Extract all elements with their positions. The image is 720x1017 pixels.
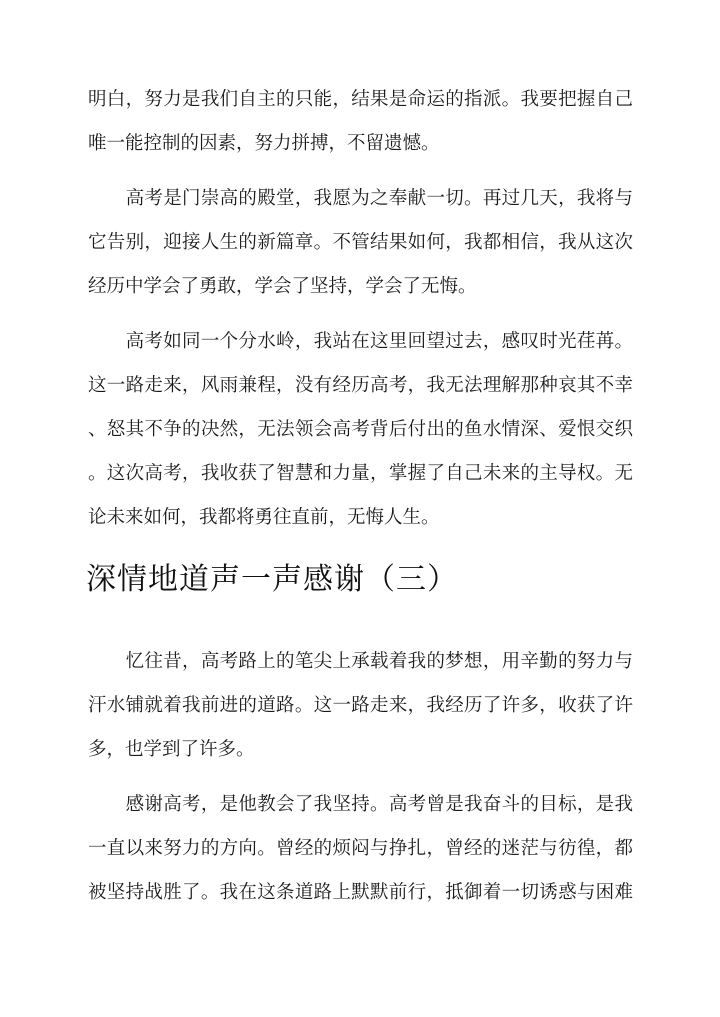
text-line: 一直以来努力的方向。曾经的烦闷与挣扎，曾经的迷茫与彷徨，都: [88, 838, 633, 859]
text-line: 、怒其不争的决然，无法领会高考背后付出的鱼水情深、爱恨交织: [88, 419, 633, 440]
text-line: 。这次高考，我收获了智慧和力量，掌握了自己未来的主导权。无: [88, 463, 633, 484]
text-line: 经历中学会了勇敢，学会了坚持，学会了无悔。: [88, 276, 477, 297]
text-line: 明白，努力是我们自主的只能，结果是命运的指派。我要把握自己: [88, 89, 633, 110]
text-line: 多，也学到了许多。: [88, 739, 255, 760]
text-line: 感谢高考，是他教会了我坚持。高考曾是我奋斗的目标，是我: [88, 794, 633, 815]
text-line: 这一路走来，风雨兼程，没有经历高考，我无法理解那种哀其不幸: [88, 375, 633, 396]
text-line: 被坚持战胜了。我在这条道路上默默前行，抵御着一切诱惑与困难: [88, 882, 633, 903]
section-heading: 深情地道声一声感谢（三）: [86, 562, 458, 597]
text-line: 论未来如何，我都将勇往直前，无悔人生。: [88, 507, 440, 528]
text-line: 汗水铺就着我前进的道路。这一路走来，我经历了许多，收获了许: [88, 695, 633, 716]
text-line: 忆往昔，高考路上的笔尖上承载着我的梦想，用辛勤的努力与: [88, 651, 633, 672]
text-line: 唯一能控制的因素，努力拼搏，不留遗憾。: [88, 133, 440, 154]
text-line: 高考如同一个分水岭，我站在这里回望过去，感叹时光荏苒。: [88, 331, 633, 352]
text-line: 它告别，迎接人生的新篇章。不管结果如何，我都相信，我从这次: [88, 232, 633, 253]
text-line: 高考是门崇高的殿堂，我愿为之奉献一切。再过几天，我将与: [88, 188, 633, 209]
